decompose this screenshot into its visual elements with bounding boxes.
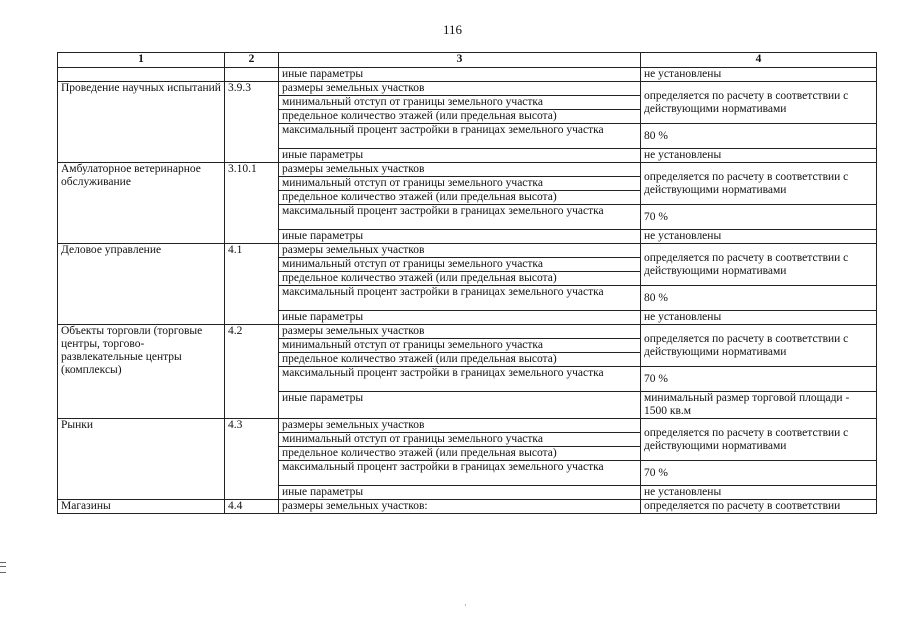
- value-cell: 70 %: [641, 367, 877, 392]
- code-cell: 3.9.3: [225, 82, 279, 163]
- table-row: [58, 68, 877, 82]
- parameter-cell: предельное количество этажей (или предельная высота): [279, 447, 641, 461]
- parameter-cell: иные параметры: [279, 392, 641, 419]
- parameter-cell: размеры земельных участков: [279, 82, 641, 96]
- value-cell: не установлены: [641, 149, 877, 163]
- value-cell: определяется по расчету в соответствии с действующими нормативами: [641, 163, 877, 205]
- value-cell: определяется по расчету в соответствии с действующими нормативами: [641, 419, 877, 461]
- parameter-cell: иные параметры: [279, 486, 641, 500]
- value-cell: определяется по расчету в соответствии: [641, 500, 877, 514]
- value-cell: определяется по расчету в соответствии с действующими нормативами: [641, 325, 877, 367]
- value-cell: 70 %: [641, 205, 877, 230]
- parameter-cell: иные параметры: [279, 68, 641, 82]
- parameter-cell: предельное количество этажей (или предельная высота): [279, 191, 641, 205]
- code-cell: 3.10.1: [225, 163, 279, 244]
- code-cell: [225, 68, 279, 82]
- use-cell: Амбулаторное ветеринарное обслуживание: [58, 163, 225, 244]
- parameter-cell: размеры земельных участков: [279, 163, 641, 177]
- table-row: [58, 325, 877, 339]
- table-row: [58, 500, 877, 514]
- value-cell: не установлены: [641, 68, 877, 82]
- value-cell: не установлены: [641, 486, 877, 500]
- column-header: 1: [58, 53, 225, 68]
- parameter-cell: максимальный процент застройки в границах земельного участка: [279, 461, 641, 486]
- value-cell: 80 %: [641, 124, 877, 149]
- table-row: [58, 244, 877, 258]
- use-cell: Проведение научных испытаний: [58, 82, 225, 163]
- value-cell: не установлены: [641, 311, 877, 325]
- value-cell: 70 %: [641, 461, 877, 486]
- use-cell: Деловое управление: [58, 244, 225, 325]
- value-cell: определяется по расчету в соответствии с действующими нормативами: [641, 244, 877, 286]
- parameter-cell: иные параметры: [279, 230, 641, 244]
- page-number: 116: [442, 22, 463, 37]
- table-row: [58, 82, 877, 96]
- column-header: 4: [641, 53, 877, 68]
- use-cell: Объекты торговли (торговые центры, торгово-развлекательные центры (комплексы): [58, 325, 225, 419]
- parameter-cell: минимальный отступ от границы земельного участка: [279, 433, 641, 447]
- code-cell: 4.2: [225, 325, 279, 419]
- use-cell: [58, 68, 225, 82]
- parameter-cell: размеры земельных участков: [279, 325, 641, 339]
- column-header: 2: [225, 53, 279, 68]
- table-row: [58, 163, 877, 177]
- parameter-cell: иные параметры: [279, 149, 641, 163]
- parameter-cell: минимальный отступ от границы земельного участка: [279, 177, 641, 191]
- value-cell: минимальный размер торговой площади - 1500 кв.м: [641, 392, 877, 419]
- parameter-cell: максимальный процент застройки в границах земельного участка: [279, 286, 641, 311]
- parameter-cell: предельное количество этажей (или предельная высота): [279, 353, 641, 367]
- table-header-row: [58, 53, 877, 68]
- parameter-cell: размеры земельных участков: [279, 419, 641, 433]
- code-cell: 4.4: [225, 500, 279, 514]
- parameter-cell: минимальный отступ от границы земельного участка: [279, 339, 641, 353]
- table-row: [58, 419, 877, 433]
- parameter-cell: максимальный процент застройки в границах земельного участка: [279, 124, 641, 149]
- parameter-cell: размеры земельных участков:: [279, 500, 641, 514]
- parameter-cell: максимальный процент застройки в границах земельного участка: [279, 205, 641, 230]
- parameter-cell: размеры земельных участков: [279, 244, 641, 258]
- regulations-table: [57, 52, 877, 514]
- column-header: 3: [279, 53, 641, 68]
- value-cell: определяется по расчету в соответствии с действующими нормативами: [641, 82, 877, 124]
- value-cell: 80 %: [641, 286, 877, 311]
- parameter-cell: иные параметры: [279, 311, 641, 325]
- parameter-cell: минимальный отступ от границы земельного участка: [279, 258, 641, 272]
- parameter-cell: минимальный отступ от границы земельного участка: [279, 96, 641, 110]
- value-cell: не установлены: [641, 230, 877, 244]
- parameter-cell: предельное количество этажей (или предельная высота): [279, 272, 641, 286]
- parameter-cell: максимальный процент застройки в границах земельного участка: [279, 367, 641, 392]
- scan-edge-mark: [0, 562, 6, 573]
- code-cell: 4.3: [225, 419, 279, 500]
- use-cell: Магазины: [58, 500, 225, 514]
- code-cell: 4.1: [225, 244, 279, 325]
- use-cell: Рынки: [58, 419, 225, 500]
- scan-speck: ·: [464, 601, 467, 610]
- parameter-cell: предельное количество этажей (или предельная высота): [279, 110, 641, 124]
